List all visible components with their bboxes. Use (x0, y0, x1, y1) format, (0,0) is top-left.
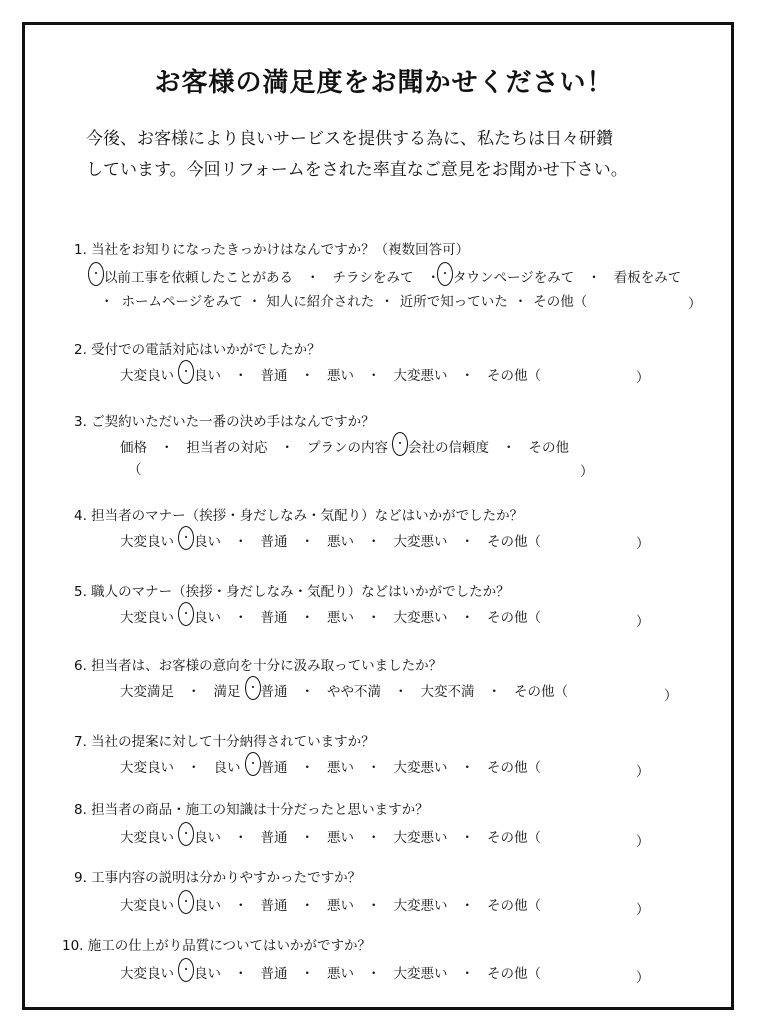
option-q5-very-bad[interactable]: 大変悪い (393, 610, 448, 626)
question-3: 3. ご契約いただいた一番の決め手はなんですか？ (74, 414, 375, 430)
question-5-options: 大変良い 良い ・ 普通 ・ 悪い ・ 大変悪い ・ その他（ (120, 606, 541, 626)
option-q5-very-good[interactable]: 大変良い (120, 610, 174, 626)
circled-answer-mark (178, 602, 194, 626)
option-q1-homepage[interactable]: ホームページをみて (121, 294, 243, 310)
question-9-options: 大変良い 良い ・ 普通 ・ 悪い ・ 大変悪い ・ その他（ (120, 894, 541, 914)
option-q1-neighborhood[interactable]: 近所で知っていた (399, 294, 508, 310)
option-q1-townpage[interactable]: タウンページをみて (453, 266, 574, 286)
option-q5-good[interactable]: 良い (194, 606, 221, 626)
intro-line-1: 今後、お客様により良いサービスを提供する為に、私たちは日々研鑽 (86, 129, 613, 149)
circled-answer-mark (178, 958, 194, 982)
q6-other-close-paren: ） (664, 688, 678, 704)
option-q1-flyer[interactable]: チラシをみて (332, 270, 414, 286)
question-8-options: 大変良い 良い ・ 普通 ・ 悪い ・ 大変悪い ・ その他（ (120, 826, 541, 846)
option-q6-very-dissatisfied[interactable]: 大変不満 (420, 684, 475, 700)
q9-other-close-paren: ） (636, 902, 650, 918)
question-1: 1. 当社をお知りになったきっかけはなんですか？（複数回答可） (74, 242, 470, 258)
option-q10-good[interactable]: 良い (194, 962, 221, 982)
question-1-options-row-2: ・ ホームページをみて ・ 知人に紹介された ・ 近所で知っていた ・ その他（ (100, 290, 587, 310)
question-6-options: 大変満足 ・ 満足 普通 ・ やや不満 ・ 大変不満 ・ その他（ (120, 680, 568, 700)
option-q9-normal[interactable]: 普通 (260, 898, 288, 914)
option-q5-bad[interactable]: 悪い (327, 610, 354, 626)
q3-other-close-paren: ） (580, 464, 594, 480)
circled-answer-mark (178, 822, 194, 846)
option-q7-bad[interactable]: 悪い (327, 760, 354, 776)
option-q7-very-good[interactable]: 大変良い (120, 760, 174, 776)
circled-answer-mark (245, 676, 261, 700)
option-q3-trust[interactable]: 会社の信頼度 (408, 436, 489, 456)
option-q10-very-good[interactable]: 大変良い (120, 966, 174, 982)
q10-other-close-paren: ） (636, 970, 650, 986)
option-q1-previous-work[interactable]: 以前工事を依頼したことがある (104, 266, 293, 286)
option-q2-other[interactable]: その他（ (487, 368, 541, 384)
option-q10-normal[interactable]: 普通 (260, 966, 288, 982)
option-q5-normal[interactable]: 普通 (260, 610, 288, 626)
question-5: 5. 職人のマナー（挨拶・身だしなみ・気配り）などはいかがでしたか？ (74, 584, 510, 600)
circled-answer-mark (178, 526, 194, 550)
question-10: 10. 施工の仕上がり品質についてはいかがですか？ (62, 938, 371, 954)
option-q4-very-good[interactable]: 大変良い (120, 534, 174, 550)
option-q7-good[interactable]: 良い (213, 760, 241, 776)
option-q9-very-bad[interactable]: 大変悪い (393, 898, 448, 914)
q7-other-close-paren: ） (636, 764, 650, 780)
option-q8-normal[interactable]: 普通 (260, 830, 288, 846)
option-q2-bad[interactable]: 悪い (327, 368, 354, 384)
circled-answer-mark (437, 262, 453, 286)
option-q2-good[interactable]: 良い (194, 364, 221, 384)
question-4-options: 大変良い 良い ・ 普通 ・ 悪い ・ 大変悪い ・ その他（ (120, 530, 541, 550)
question-7: 7. 当社の提案に対して十分納得されていますか？ (74, 734, 375, 750)
option-q4-bad[interactable]: 悪い (327, 534, 354, 550)
option-q5-other[interactable]: その他（ (487, 610, 541, 626)
option-q1-signboard[interactable]: 看板をみて (613, 270, 682, 286)
q2-other-close-paren: ） (636, 370, 650, 386)
option-q9-very-good[interactable]: 大変良い (120, 898, 174, 914)
question-9: 9. 工事内容の説明は分かりやすかったですか？ (74, 870, 362, 886)
option-q4-very-bad[interactable]: 大変悪い (393, 534, 448, 550)
option-q10-very-bad[interactable]: 大変悪い (393, 966, 448, 982)
circled-answer-mark (392, 432, 408, 456)
option-q8-other[interactable]: その他（ (487, 830, 541, 846)
option-q8-bad[interactable]: 悪い (327, 830, 354, 846)
option-q2-normal[interactable]: 普通 (260, 368, 288, 384)
option-q6-very-satisfied[interactable]: 大変満足 (120, 684, 174, 700)
option-q7-very-bad[interactable]: 大変悪い (393, 760, 448, 776)
option-q8-very-good[interactable]: 大変良い (120, 830, 174, 846)
question-10-options: 大変良い 良い ・ 普通 ・ 悪い ・ 大変悪い ・ その他（ (120, 962, 541, 982)
circled-answer-mark (178, 360, 194, 384)
option-q6-somewhat-dissatisfied[interactable]: やや不満 (327, 684, 381, 700)
question-3-options: 価格 ・ 担当者の対応 ・ プランの内容 会社の信頼度 ・ その他 (120, 436, 569, 456)
option-q8-very-bad[interactable]: 大変悪い (393, 830, 448, 846)
option-q2-very-bad[interactable]: 大変悪い (393, 368, 448, 384)
option-q4-other[interactable]: その他（ (487, 534, 541, 550)
circled-answer-mark (178, 890, 194, 914)
question-2-options: 大変良い 良い ・ 普通 ・ 悪い ・ 大変悪い ・ その他（ (120, 364, 541, 384)
q1-other-close-paren: ） (688, 296, 702, 312)
intro-line-2: しています。今回リフォームをされた率直なご意見をお聞かせ下さい。 (86, 160, 628, 180)
option-q2-very-good[interactable]: 大変良い (120, 368, 174, 384)
option-q10-other[interactable]: その他（ (487, 966, 541, 982)
option-q6-other[interactable]: その他（ (514, 684, 568, 700)
option-q6-normal[interactable]: 普通 (261, 680, 288, 700)
intro-text (86, 124, 706, 186)
option-q6-satisfied[interactable]: 満足 (213, 684, 241, 700)
option-q4-good[interactable]: 良い (194, 530, 221, 550)
option-q1-other[interactable]: その他（ (533, 294, 588, 310)
option-q3-price[interactable]: 価格 (120, 440, 147, 456)
question-8: 8. 担当者の商品・施工の知識は十分だったと思いますか？ (74, 802, 429, 818)
option-q9-other[interactable]: その他（ (487, 898, 541, 914)
option-q10-bad[interactable]: 悪い (327, 966, 354, 982)
option-q9-bad[interactable]: 悪い (327, 898, 354, 914)
q8-other-close-paren: ） (636, 834, 650, 850)
option-q3-staff[interactable]: 担当者の対応 (186, 440, 268, 456)
option-q4-normal[interactable]: 普通 (260, 534, 288, 550)
option-q3-other[interactable]: その他 (528, 440, 569, 456)
question-1-options-row-1: 以前工事を依頼したことがある ・ チラシをみて ・ タウンページをみて ・ 看板をみて (104, 266, 681, 286)
question-7-options: 大変良い ・ 良い 普通 ・ 悪い ・ 大変悪い ・ その他（ (120, 756, 541, 776)
page-title: お客様の満足度をお聞かせください！ (154, 68, 614, 98)
circled-answer-mark (245, 752, 261, 776)
option-q8-good[interactable]: 良い (194, 826, 221, 846)
question-2: 2. 受付での電話対応はいかがでしたか？ (74, 342, 321, 358)
option-q3-plan[interactable]: プランの内容 (307, 440, 388, 456)
q3-other-open-paren: （ (128, 462, 142, 478)
question-6: 6. 担当者は、お客様の意向を十分に汲み取っていましたか？ (74, 658, 443, 674)
circled-answer-mark (88, 262, 104, 286)
option-q7-other[interactable]: その他（ (487, 760, 541, 776)
question-4: 4. 担当者のマナー（挨拶・身だしなみ・気配り）などはいかがでしたか？ (74, 508, 524, 524)
option-q9-good[interactable]: 良い (194, 894, 221, 914)
option-q7-normal[interactable]: 普通 (261, 756, 288, 776)
option-q1-referral[interactable]: 知人に紹介された (266, 294, 375, 310)
q4-other-close-paren: ） (636, 536, 650, 552)
q5-other-close-paren: ） (636, 614, 650, 630)
